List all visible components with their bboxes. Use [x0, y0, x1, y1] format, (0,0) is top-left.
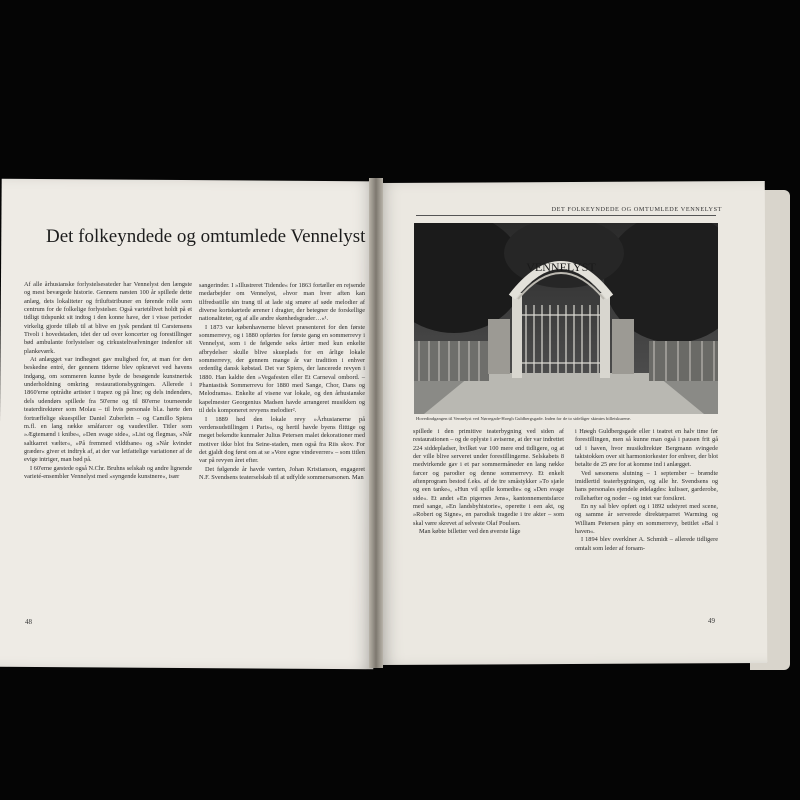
paragraph: Af alle århusianske forlystelsessteder har Vennelyst den længste og mest bevægede historie. Gennem næsten 100 år spillede dette anlæg, dets lokaliteter og friluftstribuner en førende rolle som centrum for de folkelige forlystelser. Også varietélivet holdt på et tidligt tidspunkt sit indtog i den konne have, der i visse perioder virkelig gjorde tilløb til at blive en jysk pendant til Carstensens Tivoli i hovedstaden, idet der ud over koncerter og forestillinger bød ambulante forlystelser og cirkusteltvælvninger indenfor sit plankeværk. — [24, 281, 192, 355]
paragraph: I 1873 var københavnerne blevet præsenteret for den første sommerrevy, og i 1880 opførtes for første gang en sommerrevy i Vennelyst, som i de følgende seks årtier med kun enkelte afbrydelser skulle blive skueplads for en årlige lokale sommerrevy, der gennem mange år var tradition i enhver ordentlig dansk købstad. Det var Spiers, der lancerede revyen i 1880. Han kaldte den »Vegafesten eller Et Carneval ombord. – Phantastisk Sommerrevu for 1880 med Sange, Chor, Dans og Melodrama«. Enkelte af visene var lokale, og den århusianske kapelmester Georgenius Madsen havde arrangeret musikken og til dels komponeret revyens melodier². — [199, 323, 365, 415]
right-column-2 — [575, 428, 718, 553]
photo-caption: Hovedindgangen til Vennelyst ved Nørregade-Hoegh Guldbergsgade. Inden for de to sidelåger skimtes billetskurene. — [416, 416, 631, 421]
paragraph: i Høegh Guldbergsgade eller i teatret en halv time før forestillingen, men så kunne man også i pausen frit gå ud i haven, hvor musikdirektør Bergmann svingede taktstokken over sit harmoniorkester for enhver, der blot betalte de 25 øre for at komme ind i anlægget. — [575, 428, 718, 469]
paragraph: I 1894 blev overklner A. Schmidt – allerede tidligere omtalt som leder af forsam- — [575, 536, 718, 552]
left-column-1 — [24, 281, 192, 481]
book-gutter — [369, 178, 383, 668]
paragraph: Man købte billetter ved den øverste låge — [419, 528, 521, 536]
chapter-title: Det folkeyndede og omtumlede Vennelyst — [46, 226, 366, 247]
left-column-2 — [199, 282, 365, 482]
running-head: DET FOLKEYNDEDE OG OMTUMLEDE VENNELYST — [551, 206, 722, 213]
paragraph: spillede i den primitive teaterbygning ved siden af restaurationen – og de oplyste i aviserne, at der var indrettet 224 siddepladser, hvilket var 100 mere end tidligere, og at der ville blive serveret under forestillingerne. Selskabets 8 medvirkende gav i et par sommermåneder en lang række farcer og parodier og denne sommerrevy. Et enkelt aftenprogram bestod f.eks. af de tre småstykker »To sjæle og een tanke«, »Hun vil spille komedie« og »Den svage side«. Et andet »En pigernes Jens«, kantonnementsfarce med sange, »En landsbyhistorie«, operette i een akt, og »Robert og Signe«, en parodisk tragedie i tre akter – som skal være skrevet af selveste Olaf Poulsen. — [413, 428, 564, 527]
paragraph: En ny sal blev opført og i 1892 udstyret med scene, og samme år serverede direktørparret Warming og William Petersen påny en sommerrevy, betitlet »Bal i haven«. — [575, 503, 718, 536]
paragraph: I 60'erne gæstede også N.Chr. Bruhns selskab og andre lignende varieté-ensembler Vennelyst med »syngende kunstnere«, især — [24, 464, 192, 480]
header-rule — [416, 215, 716, 216]
right-column-1 — [413, 428, 564, 536]
paragraph: Det følgende år havde værten, Johan Kristianson, engageret N.F. Svendsens teaterselskab til at udfylde sommersæsonen. Man — [199, 465, 365, 481]
paragraph: sangerinder. I »Illustreret Tidende« for 1863 fortæller en rejsende medarbejder om Vennelyst, »hvor man hver aften kan tilfredsstille sin trang til at lade sig smøre af søde melodier af diverse kortskørtede ærener i dragter, der betegner de forskellige nationaliteter, og af alle andre skønhedsgrader…«¹. — [199, 282, 365, 323]
paragraph: At anlægget var indhegnet gav mulighed for, at man for den beskedne entré, der gennem tiderne blev opkrævet ved havens indgang, om sommeren kunne byde de besøgende kunstnerisk underholdning omkring restaurationsbygningen. Allerede i 1860'erne optrådte artister i trapez og på line; og dels indendørs, dels udendørs spillede fra 50'erne og til 80'erne tourneende teaterdirektører som Molau – til hvis personale bl.a. hørte den fortræffelige skuespiller Daniel Zuberlein – og Camillo Spiera m.fl. en lang række småfarcer og vaudeviller. Titler som »Ægtemænd i knibe«, »Den svage side«, »List og flegmas, »Når saltkarret vælter«, »På fremmed vildtbane« og »Når kvinder græder« giver et indtryk af, at der var letfattelige variationer af de evige intriger, man bød på. — [24, 356, 192, 464]
gate-photo — [414, 223, 718, 414]
gate-sign-text: VENNELYST — [526, 260, 596, 274]
right-page-number: 49 — [708, 617, 715, 625]
paragraph: Ved sæsonens slutning – 1 september – brændte imidlertid teaterbygningen, og alle hr. Svendsens og hans personales ejendele ødelagdes: kulisser, garderobe, rollehæfter og noder – og intet var forsikret. — [575, 469, 718, 502]
paragraph: I 1889 hed den lokale revy »Århusianerne på verdensudstillingen i Paris«, og hertil havde byens flittige og meget bekendte kunmaler Julius Petersen malet dekorationer med motiver ikke blot fra Seine-staden, men også fra Riis skov. For det gjaldt dog først om at se »Vore egne vindeverrer« – som titlen var på revyen året efter. — [199, 415, 365, 465]
left-page-number: 48 — [25, 618, 32, 626]
gate-photo-illustration — [414, 223, 718, 414]
